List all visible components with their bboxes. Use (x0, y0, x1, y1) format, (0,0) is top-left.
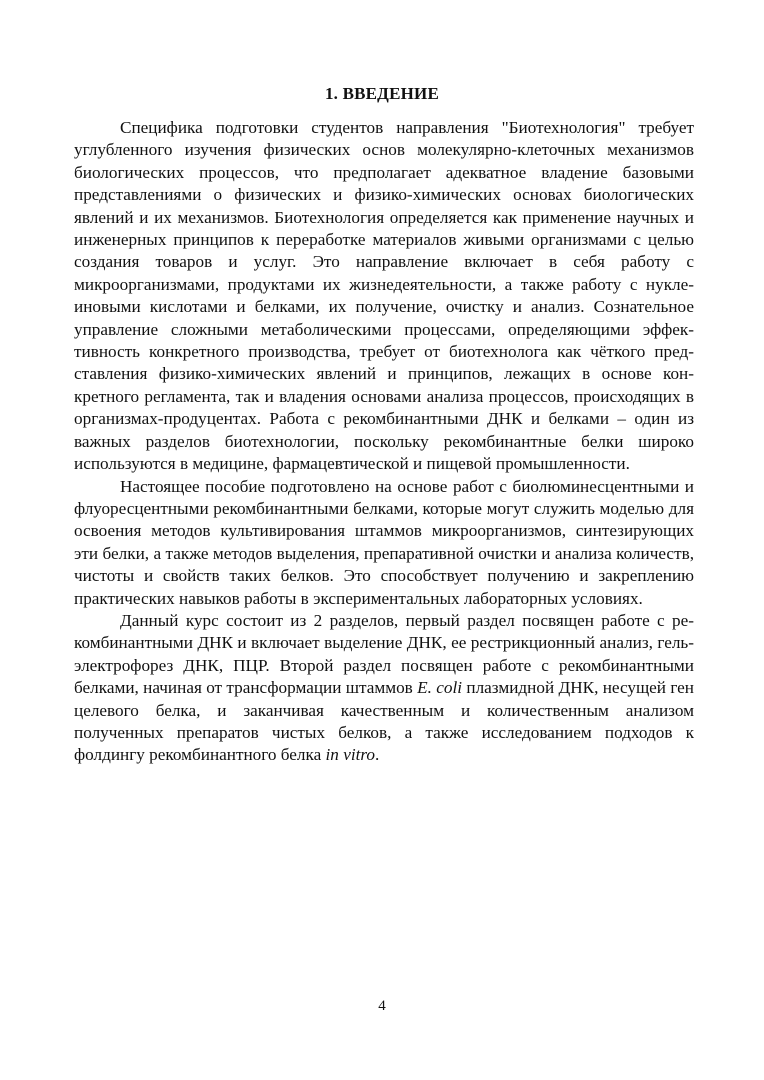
section-heading: 1. ВВЕДЕНИЕ (324, 84, 440, 104)
paragraph-specifics: Специфика подготовки студентов направления "Биотехнология" требует углубленного изучения физических основ молекулярно-клеточных механизмов биологических процессов, что предполагает адекватное владение базовыми представлениями о физических и физико-химических основах биологических явлений и их механизмов. Биотехнология определяется как применение научных и инженерных принципов к переработке материалов живыми организмами с целью создания товаров и услуг. Это направление включает в себя работу с микроорганизмами, продуктами их жизнедеятельности, а также работу с нуклеиновыми кислотами и белками, их получение, очистку и анализ. Сознательное управление сложными метаболическими процессами, определяющими эффективность конкретного производства, требует от биотехнолога как чёткого представления физико-химических явлений и принципов, лежащих в основе конкретного регламента, так и владения основами анализа процессов, происходящих в организмах-продуцентах. Работа с рекомбинантными ДНК и белками – один из важных разделов биотехнологии, поскольку рекомбинантные белки широко используются в медицине, фармацевтической и пищевой промышленности. (74, 118, 694, 474)
paragraph-manual-basis: Настоящее пособие подготовлено на основе работ с биолюминесцентными и флуоресцентными рекомбинантными белками, которые могут служить моделью для освоения методов культивирования штаммов микроорганизмов, синтезирующих эти белки, а также методов выделения, препаративной очистки и анализа количеств, чистоты и свойств таких белков. Это способствует получению и закреплению практических навыков работы в экспериментальных лабораторных условиях. (74, 476, 694, 608)
course-text-end: . (375, 745, 380, 765)
organism-name: E. coli (417, 678, 463, 698)
page-number: 4 (378, 998, 386, 1014)
course-text-part-2: плазмидной ДНК, несущей ген целевого белка, и заканчивая качественным и количественным анализом полученных препаратов чистых белков, а также исследованием подходов к фолдингу рекомбинантного белка (74, 678, 694, 765)
course-text-part-1: Данный курс состоит из 2 разделов, первый раздел посвящен работе с рекомбинантными ДНК и включает выделение ДНК, ее рестрикционный анализ, гель-электрофорез ДНК, ПЦР. Второй раздел посвящен работе с рекомбинантными белками, начиная от трансформации штаммов (74, 610, 694, 698)
latin-term: in vitro (325, 745, 376, 765)
body-text (74, 117, 694, 767)
paragraph-course-structure (74, 610, 694, 767)
